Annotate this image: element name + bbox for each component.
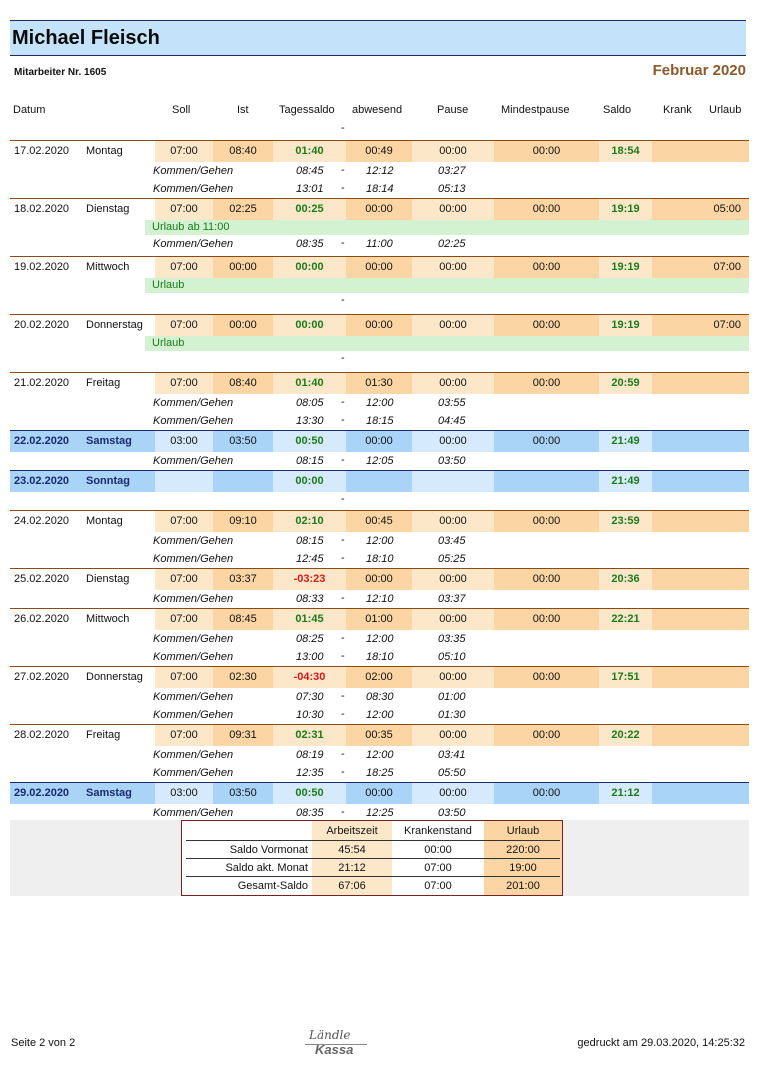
cell-saldo: 23:59: [599, 511, 652, 532]
cell-ist: 09:10: [213, 511, 273, 532]
cell-urlaub: [702, 569, 749, 590]
cell-ist: 02:30: [213, 667, 273, 688]
cell-krank: [652, 725, 702, 746]
cell-weekday: Montag: [86, 145, 123, 157]
cell-abwesend: 02:00: [346, 667, 412, 688]
cell-urlaub: [702, 667, 749, 688]
entry-duration: 03:41: [438, 749, 466, 761]
cell-ist: 03:37: [213, 569, 273, 590]
cell-abwesend: 00:49: [346, 141, 412, 162]
summary-value: 07:00: [424, 880, 452, 892]
cell-weekday: Mittwoch: [86, 261, 130, 273]
col-datum: Datum: [13, 104, 46, 116]
cell-pause: 00:00: [412, 373, 494, 394]
cell-date: 24.02.2020: [14, 515, 70, 527]
summary-row-label: Saldo Vormonat: [229, 844, 308, 856]
dash: -: [341, 690, 345, 702]
entry-duration: 03:37: [438, 593, 466, 605]
cell-date: 21.02.2020: [14, 377, 70, 389]
cell-urlaub: [702, 471, 749, 492]
cell-pause: 00:00: [412, 667, 494, 688]
entry-label: Kommen/Gehen: [153, 691, 234, 703]
cell-ist: 00:00: [213, 257, 273, 278]
dash: -: [341, 534, 345, 546]
entry-from: 08:15: [296, 455, 324, 467]
dash: -: [341, 294, 345, 306]
entry-label: Kommen/Gehen: [153, 807, 234, 819]
entry-to: 12:10: [366, 593, 394, 605]
entry-duration: 03:35: [438, 633, 466, 645]
cell-krank: [652, 783, 702, 804]
cell-abwesend: [346, 471, 412, 492]
entry-label: Kommen/Gehen: [153, 238, 234, 250]
cell-ist: 02:25: [213, 199, 273, 220]
cell-tagessaldo: 01:45: [273, 609, 346, 630]
dash: -: [341, 122, 345, 134]
cell-weekday: Freitag: [86, 729, 121, 741]
cell-soll: 07:00: [155, 511, 213, 532]
col-soll: Soll: [172, 104, 191, 116]
cell-abwesend: 00:35: [346, 725, 412, 746]
cell-saldo: 17:51: [599, 667, 652, 688]
cell-mindestpause: 00:00: [494, 315, 599, 336]
day-row: [10, 568, 749, 590]
cell-ist: 08:40: [213, 373, 273, 394]
entry-to: 12:00: [366, 709, 394, 721]
cell-urlaub: 07:00: [702, 257, 749, 278]
entry-duration: 03:45: [438, 535, 466, 547]
summary-header: Arbeitszeit: [326, 825, 378, 837]
entry-duration: 03:55: [438, 397, 466, 409]
entry-to: 18:15: [366, 415, 394, 427]
cell-saldo: 20:59: [599, 373, 652, 394]
cell-tagessaldo: -04:30: [273, 667, 346, 688]
cell-weekday: Sonntag: [86, 475, 130, 487]
day-row: [10, 608, 749, 630]
cell-soll: 07:00: [155, 199, 213, 220]
entry-from: 10:30: [296, 709, 324, 721]
cell-date: 19.02.2020: [14, 261, 70, 273]
col-abwesend: abwesend: [352, 104, 403, 116]
day-row: [10, 470, 749, 492]
day-row: [10, 372, 749, 394]
entry-duration: 05:25: [438, 553, 466, 565]
cell-mindestpause: 00:00: [494, 609, 599, 630]
summary-value: 220:00: [506, 844, 540, 856]
cell-mindestpause: 00:00: [494, 569, 599, 590]
entry-to: 08:30: [366, 691, 394, 703]
cell-soll: 03:00: [155, 431, 213, 452]
employee-title-bar: [10, 20, 746, 56]
entry-from: 12:35: [296, 767, 324, 779]
cell-abwesend: 00:00: [346, 315, 412, 336]
day-note: Urlaub: [145, 336, 749, 351]
cell-saldo: 20:22: [599, 725, 652, 746]
entry-from: 13:30: [296, 415, 324, 427]
entry-label: Kommen/Gehen: [153, 165, 234, 177]
cell-saldo: 20:36: [599, 569, 652, 590]
day-row: [10, 510, 749, 532]
cell-weekday: Donnerstag: [86, 319, 143, 331]
cell-urlaub: [702, 609, 749, 630]
cell-weekday: Samstag: [86, 787, 132, 799]
cell-soll: 07:00: [155, 257, 213, 278]
cell-ist: 09:31: [213, 725, 273, 746]
dash: -: [341, 237, 345, 249]
cell-pause: 00:00: [412, 609, 494, 630]
cell-mindestpause: 00:00: [494, 431, 599, 452]
cell-weekday: Freitag: [86, 377, 121, 389]
entry-duration: 02:25: [438, 238, 466, 250]
cell-saldo: 21:49: [599, 471, 652, 492]
cell-saldo: 19:19: [599, 315, 652, 336]
day-row: [10, 198, 749, 220]
summary-value: 201:00: [506, 880, 540, 892]
col-tagessaldo: Tagessaldo: [279, 104, 335, 116]
dash: -: [341, 396, 345, 408]
cell-abwesend: 00:45: [346, 511, 412, 532]
dash: -: [341, 454, 345, 466]
cell-krank: [652, 471, 702, 492]
print-timestamp: gedruckt am 29.03.2020, 14:25:32: [577, 1037, 745, 1049]
col-saldo: Saldo: [603, 104, 632, 116]
cell-soll: 03:00: [155, 783, 213, 804]
cell-abwesend: 00:00: [346, 431, 412, 452]
cell-date: 28.02.2020: [14, 729, 70, 741]
laendle-kassa-logo: [305, 1028, 369, 1058]
summary-value: 67:06: [338, 880, 366, 892]
day-row: [10, 314, 749, 336]
cell-saldo: 21:12: [599, 783, 652, 804]
cell-pause: 00:00: [412, 569, 494, 590]
cell-pause: 00:00: [412, 199, 494, 220]
summary-header: Krankenstand: [404, 825, 472, 837]
cell-mindestpause: 00:00: [494, 141, 599, 162]
day-note: Urlaub ab 11:00: [145, 220, 749, 235]
cell-pause: 00:00: [412, 431, 494, 452]
entry-label: Kommen/Gehen: [153, 709, 234, 721]
cell-pause: 00:00: [412, 141, 494, 162]
employee-number: Mitarbeiter Nr. 1605: [14, 67, 107, 78]
cell-abwesend: 00:00: [346, 257, 412, 278]
cell-mindestpause: 00:00: [494, 725, 599, 746]
cell-date: 17.02.2020: [14, 145, 70, 157]
cell-krank: [652, 511, 702, 532]
cell-krank: [652, 141, 702, 162]
entry-from: 08:45: [296, 165, 324, 177]
cell-pause: 00:00: [412, 315, 494, 336]
day-row: [10, 724, 749, 746]
cell-ist: 03:50: [213, 783, 273, 804]
cell-date: 27.02.2020: [14, 671, 70, 683]
cell-ist: 03:50: [213, 431, 273, 452]
cell-soll: 07:00: [155, 569, 213, 590]
cell-mindestpause: 00:00: [494, 783, 599, 804]
cell-tagessaldo: 00:50: [273, 783, 346, 804]
day-note: Urlaub: [145, 278, 749, 293]
logo-top-text: Ländle: [309, 1028, 351, 1042]
dash: -: [341, 650, 345, 662]
entry-from: 08:35: [296, 807, 324, 819]
cell-mindestpause: 00:00: [494, 257, 599, 278]
entry-label: Kommen/Gehen: [153, 535, 234, 547]
cell-krank: [652, 373, 702, 394]
cell-urlaub: [702, 783, 749, 804]
day-row: [10, 430, 749, 452]
entry-from: 08:19: [296, 749, 324, 761]
cell-krank: [652, 199, 702, 220]
dash: -: [341, 414, 345, 426]
entry-to: 18:14: [366, 183, 394, 195]
dash: -: [341, 164, 345, 176]
cell-weekday: Mittwoch: [86, 613, 130, 625]
cell-saldo: 21:49: [599, 431, 652, 452]
col-krank: Krank: [663, 104, 692, 116]
cell-krank: [652, 569, 702, 590]
cell-soll: 07:00: [155, 373, 213, 394]
dash: -: [341, 552, 345, 564]
cell-mindestpause: 00:00: [494, 199, 599, 220]
cell-date: 20.02.2020: [14, 319, 70, 331]
summary-table: [181, 820, 563, 896]
dash: -: [341, 708, 345, 720]
cell-tagessaldo: -03:23: [273, 569, 346, 590]
cell-saldo: 19:19: [599, 199, 652, 220]
cell-tagessaldo: 01:40: [273, 373, 346, 394]
cell-date: 23.02.2020: [10, 471, 155, 492]
col-urlaub: Urlaub: [709, 104, 742, 116]
entry-duration: 05:10: [438, 651, 466, 663]
entry-to: 11:00: [366, 238, 393, 250]
entry-to: 12:12: [366, 165, 394, 177]
cell-mindestpause: [494, 471, 599, 492]
cell-soll: 07:00: [155, 141, 213, 162]
cell-urlaub: [702, 431, 749, 452]
entry-from: 08:15: [296, 535, 324, 547]
cell-soll: [155, 471, 213, 492]
entry-from: 08:35: [296, 238, 324, 250]
summary-value: 00:00: [424, 844, 452, 856]
cell-soll: 07:00: [155, 609, 213, 630]
cell-tagessaldo: 00:50: [273, 431, 346, 452]
cell-soll: 07:00: [155, 667, 213, 688]
entry-to: 12:05: [366, 455, 394, 467]
entry-label: Kommen/Gehen: [153, 633, 234, 645]
summary-header: Urlaub: [506, 825, 540, 837]
day-row: [10, 140, 749, 162]
cell-pause: 00:00: [412, 511, 494, 532]
month-title: Februar 2020: [652, 62, 746, 79]
day-row: [10, 666, 749, 688]
entry-to: 12:00: [366, 535, 394, 547]
entry-label: Kommen/Gehen: [153, 415, 234, 427]
cell-krank: [652, 315, 702, 336]
cell-mindestpause: 00:00: [494, 511, 599, 532]
dash: -: [341, 592, 345, 604]
dash: -: [341, 182, 345, 194]
cell-ist: 08:45: [213, 609, 273, 630]
cell-tagessaldo: 02:10: [273, 511, 346, 532]
entry-duration: 03:50: [438, 807, 466, 819]
cell-urlaub: 05:00: [702, 199, 749, 220]
cell-tagessaldo: 01:40: [273, 141, 346, 162]
dash: -: [341, 748, 345, 760]
entry-label: Kommen/Gehen: [153, 183, 234, 195]
entry-label: Kommen/Gehen: [153, 767, 234, 779]
dash: -: [341, 766, 345, 778]
cell-tagessaldo: 00:00: [273, 315, 346, 336]
entry-to: 12:00: [366, 397, 394, 409]
entry-duration: 03:50: [438, 455, 466, 467]
cell-tagessaldo: 00:00: [273, 471, 346, 492]
cell-urlaub: [702, 373, 749, 394]
cell-weekday: Donnerstag: [86, 671, 143, 683]
cell-soll: 07:00: [155, 725, 213, 746]
cell-date: 29.02.2020: [10, 783, 155, 804]
cell-ist: [213, 471, 273, 492]
entry-to: 18:25: [366, 767, 394, 779]
entry-duration: 05:13: [438, 183, 466, 195]
entry-to: 18:10: [366, 553, 394, 565]
cell-mindestpause: 00:00: [494, 667, 599, 688]
cell-soll: 07:00: [155, 315, 213, 336]
entry-label: Kommen/Gehen: [153, 455, 234, 467]
cell-abwesend: 00:00: [346, 199, 412, 220]
summary-value: 07:00: [424, 862, 452, 874]
summary-value: 21:12: [338, 862, 366, 874]
dash: -: [341, 806, 345, 818]
cell-mindestpause: 00:00: [494, 373, 599, 394]
entry-duration: 03:27: [438, 165, 466, 177]
cell-date: 25.02.2020: [14, 573, 70, 585]
cell-krank: [652, 609, 702, 630]
summary-row-label: Gesamt-Saldo: [237, 880, 308, 892]
entry-duration: 01:00: [438, 691, 466, 703]
entry-label: Kommen/Gehen: [153, 749, 234, 761]
entry-from: 07:30: [296, 691, 324, 703]
entry-to: 18:10: [366, 651, 394, 663]
entry-duration: 04:45: [438, 415, 466, 427]
entry-to: 12:25: [366, 807, 394, 819]
cell-krank: [652, 257, 702, 278]
entry-label: Kommen/Gehen: [153, 397, 234, 409]
cell-abwesend: 01:00: [346, 609, 412, 630]
summary-value: 45:54: [338, 844, 366, 856]
dash: -: [341, 632, 345, 644]
dash: -: [341, 352, 345, 364]
cell-date: 22.02.2020: [10, 431, 155, 452]
cell-weekday: Dienstag: [86, 203, 130, 215]
cell-abwesend: 00:00: [346, 783, 412, 804]
col-pause: Pause: [437, 104, 469, 116]
day-row: [10, 782, 749, 804]
entry-to: 12:00: [366, 749, 394, 761]
cell-abwesend: 00:00: [346, 569, 412, 590]
cell-tagessaldo: 02:31: [273, 725, 346, 746]
cell-krank: [652, 667, 702, 688]
cell-saldo: 19:19: [599, 257, 652, 278]
cell-urlaub: [702, 141, 749, 162]
entry-label: Kommen/Gehen: [153, 593, 234, 605]
cell-saldo: 18:54: [599, 141, 652, 162]
cell-pause: 00:00: [412, 783, 494, 804]
cell-date: 26.02.2020: [14, 613, 70, 625]
employee-name: Michael Fleisch: [12, 27, 160, 49]
cell-pause: 00:00: [412, 257, 494, 278]
entry-from: 08:33: [296, 593, 324, 605]
cell-ist: 00:00: [213, 315, 273, 336]
summary-value: 19:00: [509, 862, 537, 874]
summary-row-label: Saldo akt. Monat: [225, 862, 308, 874]
entry-from: 08:05: [296, 397, 324, 409]
cell-urlaub: [702, 511, 749, 532]
cell-urlaub: 07:00: [702, 315, 749, 336]
cell-urlaub: [702, 725, 749, 746]
cell-weekday: Dienstag: [86, 573, 130, 585]
entry-label: Kommen/Gehen: [153, 553, 234, 565]
entry-duration: 05:50: [438, 767, 466, 779]
col-ist: Ist: [237, 104, 249, 116]
entry-from: 08:25: [296, 633, 324, 645]
entry-to: 12:00: [366, 633, 394, 645]
entry-label: Kommen/Gehen: [153, 651, 234, 663]
cell-pause: [412, 471, 494, 492]
cell-date: 18.02.2020: [14, 203, 70, 215]
cell-ist: 08:40: [213, 141, 273, 162]
cell-tagessaldo: 00:00: [273, 257, 346, 278]
cell-tagessaldo: 00:25: [273, 199, 346, 220]
entry-duration: 01:30: [438, 709, 466, 721]
page-number: Seite 2 von 2: [11, 1037, 76, 1049]
col-mindestpause: Mindestpause: [501, 104, 570, 116]
entry-from: 12:45: [296, 553, 324, 565]
cell-weekday: Samstag: [86, 435, 132, 447]
cell-krank: [652, 431, 702, 452]
dash: -: [341, 493, 345, 505]
cell-pause: 00:00: [412, 725, 494, 746]
cell-saldo: 22:21: [599, 609, 652, 630]
cell-abwesend: 01:30: [346, 373, 412, 394]
cell-weekday: Montag: [86, 515, 123, 527]
entry-from: 13:00: [296, 651, 324, 663]
logo-bottom-text: Kassa: [315, 1042, 354, 1057]
entry-from: 13:01: [296, 183, 324, 195]
day-row: [10, 256, 749, 278]
